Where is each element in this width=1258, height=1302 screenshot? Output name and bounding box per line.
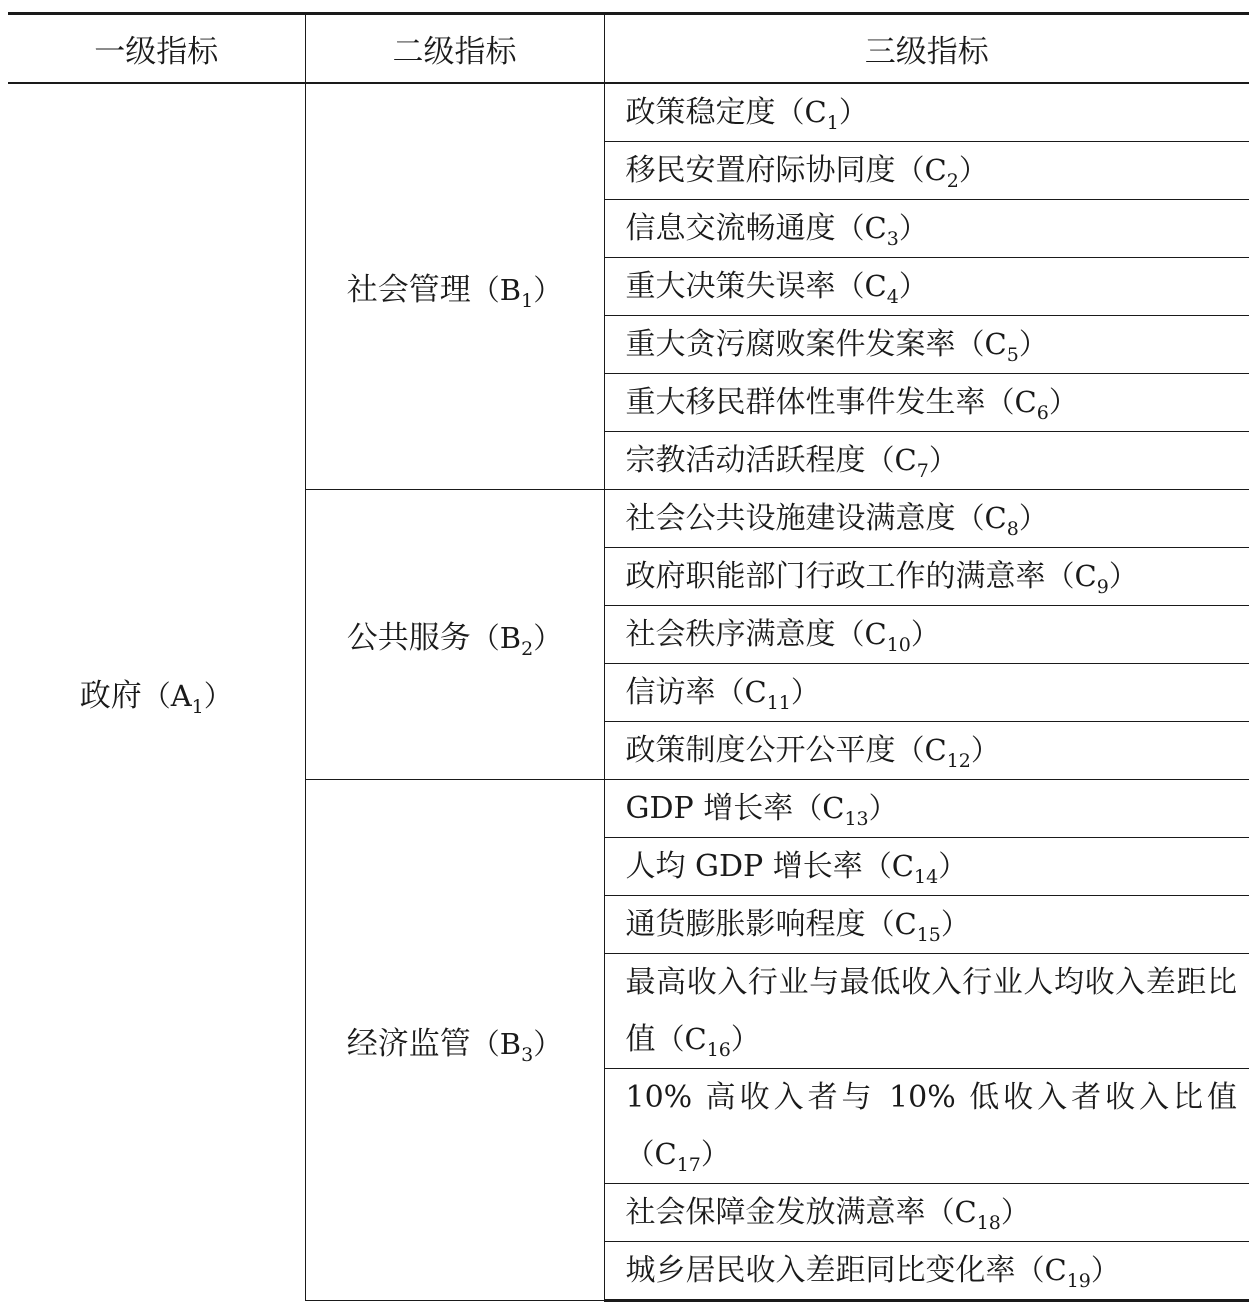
level3-code: $(C_{12})$ xyxy=(895,733,1000,772)
level3-code: $(C_{14})$ xyxy=(862,849,968,888)
level3-label: 社会公共设施建设满意度 xyxy=(625,501,956,536)
code-letter: C xyxy=(984,501,1007,535)
level3-label: 重大移民群体性事件发生率 xyxy=(625,385,986,420)
level3-cell xyxy=(604,258,1249,316)
code-subscript: 19 xyxy=(1066,1270,1091,1292)
level2-code: $(B_3)$ xyxy=(470,1026,563,1066)
level2-code: $(B_2)$ xyxy=(470,621,563,660)
code-letter: C xyxy=(954,1195,977,1229)
code-subscript: 11 xyxy=(766,692,791,714)
level3-cell xyxy=(604,606,1249,664)
level2-code: $(B_1)$ xyxy=(470,273,563,312)
level3-label: 人均 GDP 增长率 xyxy=(625,849,863,884)
code-letter: A xyxy=(170,678,192,713)
code-letter: B xyxy=(499,621,522,655)
level3-cell xyxy=(604,1184,1249,1242)
code-subscript: 1 xyxy=(521,290,534,312)
level2-cell xyxy=(305,490,604,780)
level3-label: GDP 增长率 xyxy=(625,791,794,826)
level3-code: $(C_{11})$ xyxy=(715,675,820,714)
level2-label: 公共服务 xyxy=(346,620,471,656)
code-subscript: 14 xyxy=(914,866,939,888)
level3-label: 政策制度公开公平度 xyxy=(625,733,896,768)
level3-cell xyxy=(604,374,1249,432)
level3-code: $(C_{10})$ xyxy=(835,617,940,656)
level3-label: 城乡居民收入差距同比变化率 xyxy=(625,1253,1016,1288)
level2-cell xyxy=(305,780,604,1301)
level1-label: 政府 xyxy=(79,677,142,714)
level3-label: 重大贪污腐败案件发案率 xyxy=(625,327,956,362)
code-letter: C xyxy=(891,849,914,883)
code-letter: C xyxy=(894,907,917,941)
table-row xyxy=(8,83,1249,142)
level3-code: $(C_4)$ xyxy=(835,269,928,308)
table-header xyxy=(8,14,1249,84)
level3-cell xyxy=(604,200,1249,258)
level3-cell xyxy=(604,954,1249,1069)
level3-cell xyxy=(604,838,1249,896)
code-subscript: 2 xyxy=(521,638,534,660)
level3-code: $(C_7)$ xyxy=(865,443,958,482)
code-subscript: 16 xyxy=(706,1039,731,1061)
level3-cell xyxy=(604,548,1249,606)
code-letter: C xyxy=(1014,385,1037,419)
level3-cell xyxy=(604,490,1249,548)
header-level2: 二级指标 xyxy=(305,14,604,84)
level3-cell xyxy=(604,83,1249,142)
header-level1: 一级指标 xyxy=(8,14,305,84)
code-subscript: 1 xyxy=(191,695,204,718)
level3-label: 政策稳定度 xyxy=(625,95,776,130)
code-letter: C xyxy=(684,1022,707,1056)
level3-label: 社会秩序满意度 xyxy=(625,617,836,652)
code-subscript: 10 xyxy=(886,634,911,656)
code-subscript: 3 xyxy=(886,228,899,250)
level3-code: $(C_{18})$ xyxy=(925,1195,1030,1234)
code-letter: C xyxy=(1044,1253,1067,1287)
level3-label: 移民安置府际协同度 xyxy=(625,153,896,188)
code-subscript: 2 xyxy=(946,170,959,192)
code-subscript: 13 xyxy=(844,808,869,830)
level3-code: $(C_9)$ xyxy=(1045,559,1138,598)
code-subscript: 1 xyxy=(826,112,839,134)
code-letter: C xyxy=(864,211,887,245)
code-letter: C xyxy=(804,95,827,129)
code-subscript: 9 xyxy=(1096,576,1109,598)
table-body xyxy=(8,83,1249,1301)
code-subscript: 17 xyxy=(676,1154,701,1176)
level3-cell xyxy=(604,722,1249,780)
level2-label: 社会管理 xyxy=(346,272,471,308)
level1-code: $(A_1)$ xyxy=(141,678,233,718)
code-letter: C xyxy=(822,791,845,825)
level3-label: 10% 高收入者与 10% 低收入者收入比值 xyxy=(625,1080,1237,1115)
code-subscript: 6 xyxy=(1036,402,1049,424)
level2-cell xyxy=(305,83,604,490)
level3-cell xyxy=(604,1069,1249,1184)
level3-cell xyxy=(604,1242,1249,1301)
level3-label: 信息交流畅通度 xyxy=(625,211,836,246)
level3-code: $(C_{16})$ xyxy=(655,1022,760,1061)
level3-cell xyxy=(604,664,1249,722)
code-subscript: 15 xyxy=(916,924,941,946)
code-letter: C xyxy=(894,443,917,477)
level3-code: $(C_1)$ xyxy=(775,95,868,134)
header-level3: 三级指标 xyxy=(604,14,1249,84)
level3-code: $(C_{19})$ xyxy=(1015,1253,1120,1292)
level3-label: 宗教活动活跃程度 xyxy=(625,443,866,478)
level3-code: $(C_{13})$ xyxy=(793,791,898,830)
level3-cell xyxy=(604,432,1249,490)
level2-label: 经济监管 xyxy=(346,1025,471,1062)
level3-code: $(C_3)$ xyxy=(835,211,928,250)
level3-code: $(C_5)$ xyxy=(955,327,1048,366)
level3-code: $(C_6)$ xyxy=(985,385,1078,424)
code-subscript: 4 xyxy=(886,286,899,308)
code-subscript: 12 xyxy=(946,750,971,772)
code-subscript: 8 xyxy=(1006,518,1019,540)
level3-label: 社会保障金发放满意率 xyxy=(625,1195,926,1230)
level3-cell xyxy=(604,780,1249,838)
code-letter: C xyxy=(924,733,947,767)
level3-cell xyxy=(604,142,1249,200)
level3-label: 政府职能部门行政工作的满意率 xyxy=(625,559,1046,594)
code-letter: C xyxy=(654,1137,677,1171)
level3-code: $(C_{17})$ xyxy=(625,1137,730,1176)
level3-label: 通货膨胀影响程度 xyxy=(625,907,866,942)
code-letter: C xyxy=(864,617,887,651)
code-letter: C xyxy=(1074,559,1097,593)
code-letter: C xyxy=(924,153,947,187)
level3-label: 信访率 xyxy=(625,675,716,710)
code-subscript: 7 xyxy=(916,460,929,482)
code-letter: C xyxy=(984,327,1007,361)
level3-code: $(C_8)$ xyxy=(955,501,1048,540)
level1-cell xyxy=(8,83,305,1301)
level3-label: 最高收入行业与最低收入行业人均收入差距比值 xyxy=(625,965,1237,1057)
code-letter: B xyxy=(499,273,522,307)
level3-code: $(C_{15})$ xyxy=(865,907,970,946)
level3-cell xyxy=(604,316,1249,374)
level3-code: $(C_2)$ xyxy=(895,153,988,192)
level3-label: 重大决策失误率 xyxy=(625,269,836,304)
code-letter: B xyxy=(499,1026,522,1061)
code-letter: C xyxy=(744,675,767,709)
code-letter: C xyxy=(864,269,887,303)
code-subscript: 18 xyxy=(976,1212,1001,1234)
code-subscript: 3 xyxy=(521,1043,534,1066)
code-subscript: 5 xyxy=(1006,344,1019,366)
indicator-table xyxy=(8,12,1249,1302)
level3-cell xyxy=(604,896,1249,954)
